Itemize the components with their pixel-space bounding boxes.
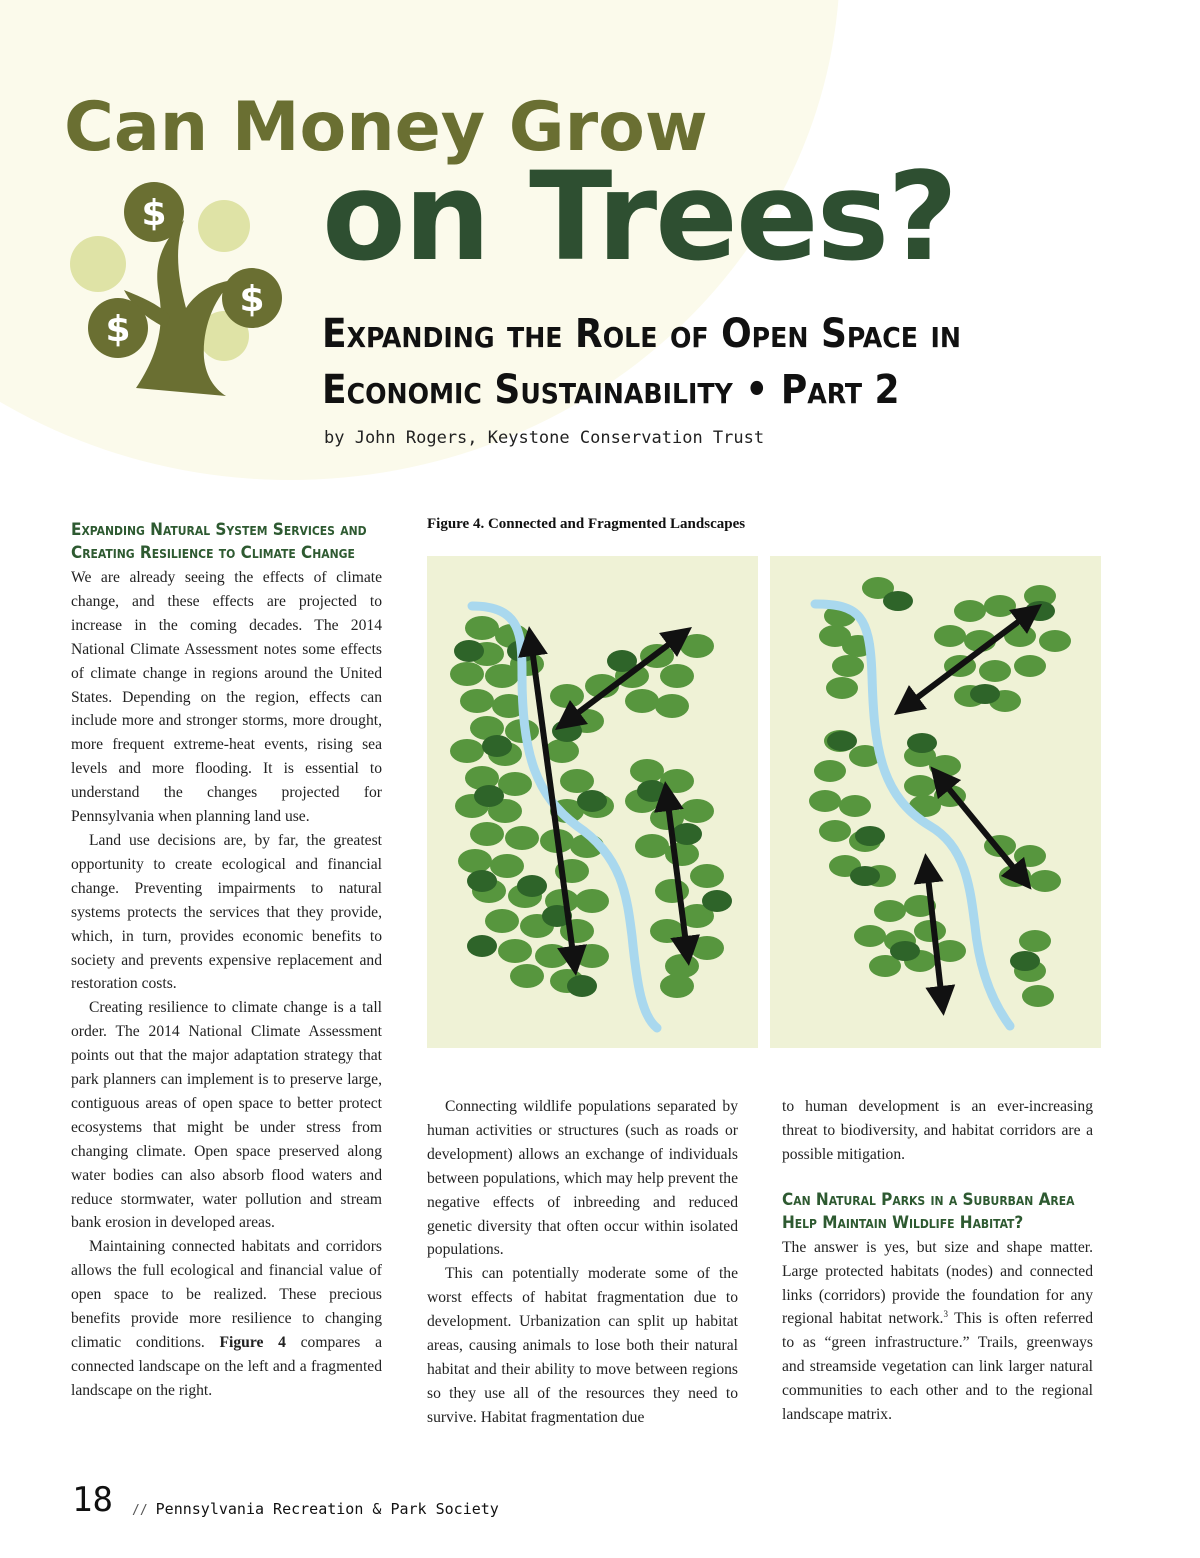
- paragraph-text: Maintaining connected habitats and corridors allows the full ecological and financial value of open space to be realized. These precious benefits provide more resilience to changing climatic conditions.: [71, 1238, 382, 1351]
- title-line-2: on Trees?: [322, 146, 956, 288]
- heading-line: Creating Resilience to Climate Change: [71, 543, 355, 563]
- paragraph: [71, 1235, 382, 1402]
- paragraph: Land use decisions are, by far, the greatest opportunity to create ecological and financial change. Preventing impairments to natural systems protects the services that they provide, which, in turn, provides economic benefits to society and prevents expensive replacement and restoration costs.: [71, 831, 382, 993]
- paragraph: to human development is an ever-increasing threat to biodiversity, and habitat corridors are a possible mitigation.: [782, 1098, 1093, 1163]
- paragraph-text: This is often referred to as “green infrastructure.” Trails, greenways and streamside vegetation can link larger natural communities to each other and to the regional landscape matrix.: [782, 1310, 1094, 1424]
- money-tree-icon: [66, 178, 291, 408]
- section-heading-climate: [71, 519, 382, 565]
- section-heading-natural-parks: [782, 1189, 1093, 1235]
- article-column-2: [427, 1095, 738, 1430]
- footer-publication: [132, 1500, 499, 1518]
- heading-line: Can Natural Parks in a Suburban Area: [782, 1189, 1075, 1210]
- paragraph: This can potentially moderate some of the worst effects of habitat fragmentation due to development. Urbanization can split up habitat areas, causing animals to lose both their natural habitat and their ability to move between regions so they use all of the resources they need to survive. Habitat fragmentation due: [427, 1265, 738, 1426]
- dollar-icon: $: [239, 279, 265, 320]
- paragraph: Connecting wildlife populations separated by human activities or structures (such as roads or development) allows an exchange of individuals between populations, which may help prevent the negative effects of inbreeding and reduced genetic diversity that often occur within isolated populations.: [427, 1098, 738, 1259]
- heading-line: Help Maintain Wildlife Habitat?: [782, 1212, 1024, 1233]
- paragraph: We are already seeing the effects of climate change, and these effects are projected to increase in the coming decades. The 2014 National Climate Assessment notes some effects of climate change in regions around the United States. Depending on the region, effects can include more and stronger storms, more drought, more frequent extreme-heat events, rising sea levels and more flooding. It is essential to understand the changes projected for Pennsylvania when planning land use.: [71, 569, 382, 826]
- byline: by John Rogers, Keystone Conservation Trust: [324, 428, 765, 448]
- article-column-1: [71, 519, 382, 1403]
- subtitle-line-2: Economic Sustainability • Part 2: [322, 367, 900, 413]
- subtitle: [322, 306, 1142, 418]
- paragraph-text: compares a connected landscape on the left and a fragmented landscape on the right.: [71, 1334, 383, 1399]
- heading-line: Expanding Natural System Services and: [71, 520, 367, 540]
- figure-reference: Figure 4: [219, 1334, 286, 1351]
- subtitle-line-1: Expanding the Role of Open Space in: [322, 311, 961, 357]
- fragmented-landscape-panel: [770, 556, 1101, 1048]
- paragraph: Creating resilience to climate change is a tall order. The 2014 National Climate Assessment points out that the major adaptation strategy that park planners can implement is to preserve large, contiguous areas of open space to better protect ecosystems that might be under stress from changing climate. Open space preserved along water bodies can also absorb flood waters and reduce stormwater, water pollution and stream bank erosion in developed areas.: [71, 999, 382, 1232]
- connected-landscape-panel: [427, 556, 758, 1048]
- paragraph: [782, 1236, 1093, 1427]
- dollar-icon: $: [105, 309, 131, 350]
- footer-separator: //: [132, 1503, 148, 1518]
- page-number: 18: [72, 1480, 113, 1520]
- footnote-marker: 3: [943, 1309, 948, 1320]
- title-line-1: Can Money Grow: [64, 88, 708, 167]
- dollar-icon: $: [141, 193, 167, 234]
- figure-caption: Figure 4. Connected and Fragmented Landscapes: [427, 516, 746, 532]
- article-column-3: [782, 1095, 1093, 1427]
- publication-name: Pennsylvania Recreation & Park Society: [155, 1500, 499, 1518]
- paragraph-text: The answer is yes, but size and shape matter. Large protected habitats (nodes) and connected links (corridors) provide the foundation for any regional habitat network.: [782, 1238, 1093, 1328]
